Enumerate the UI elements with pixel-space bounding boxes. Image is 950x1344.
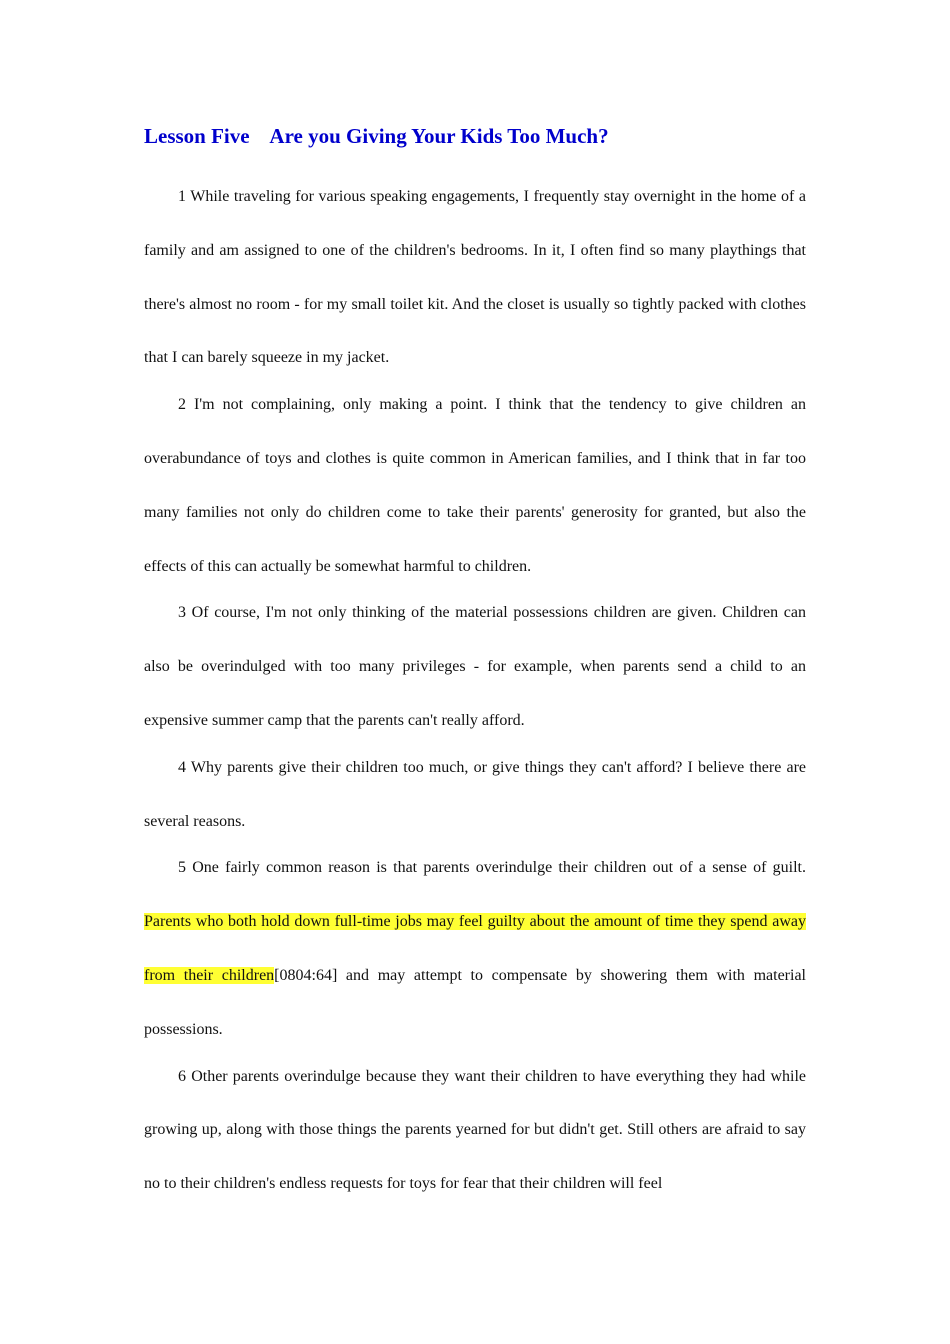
paragraph-6: 6 Other parents overindulge because they want their children to have everything they had while growing up, along with those things the parents yearned for but didn't get. Still others are afraid to say no to their children's endless requests for toys for fear that their children will feel: [144, 1067, 806, 1193]
paragraph-4: 4 Why parents give their children too much, or give things they can't afford? I believe there are several reasons.: [144, 758, 806, 830]
paragraph-5: [144, 841, 806, 1056]
highlighted-sentence: Parents who both hold down full-time jobs may feel guilty about the amount of time they spend away from their children: [144, 913, 806, 984]
paragraph-5-rest: [0804:64] and may attempt to compensate by showering them with material possessions.: [144, 966, 806, 1038]
paragraph-5-intro: 5 One fairly common reason is that parents overindulge their children out of a sense of guilt.: [178, 859, 806, 877]
paragraph-1: 1 While traveling for various speaking engagements, I frequently stay overnight in the home of a family and am assigned to one of the children's bedrooms. In it, I often find so many playthings that there's almost no room - for my small toilet kit. And the closet is usually so tightly packed with clothes that I can barely squeeze in my jacket.: [144, 188, 806, 367]
lesson-title: Lesson Five Are you Giving Your Kids Too Much?: [144, 124, 609, 148]
document-page: [144, 118, 806, 1204]
paragraph-3: 3 Of course, I'm not only thinking of the material possessions children are given. Children can also be overindulged with too many privileges - for example, when parents send a child to an expensive summer camp that the parents can't really afford.: [144, 604, 806, 729]
paragraph-2: 2 I'm not complaining, only making a point. I think that the tendency to give children an overabundance of toys and clothes is quite common in American families, and I think that in far too many families not only do children come to take their parents' generosity for granted, but also the effects of this can actually be somewhat harmful to children.: [144, 396, 806, 575]
